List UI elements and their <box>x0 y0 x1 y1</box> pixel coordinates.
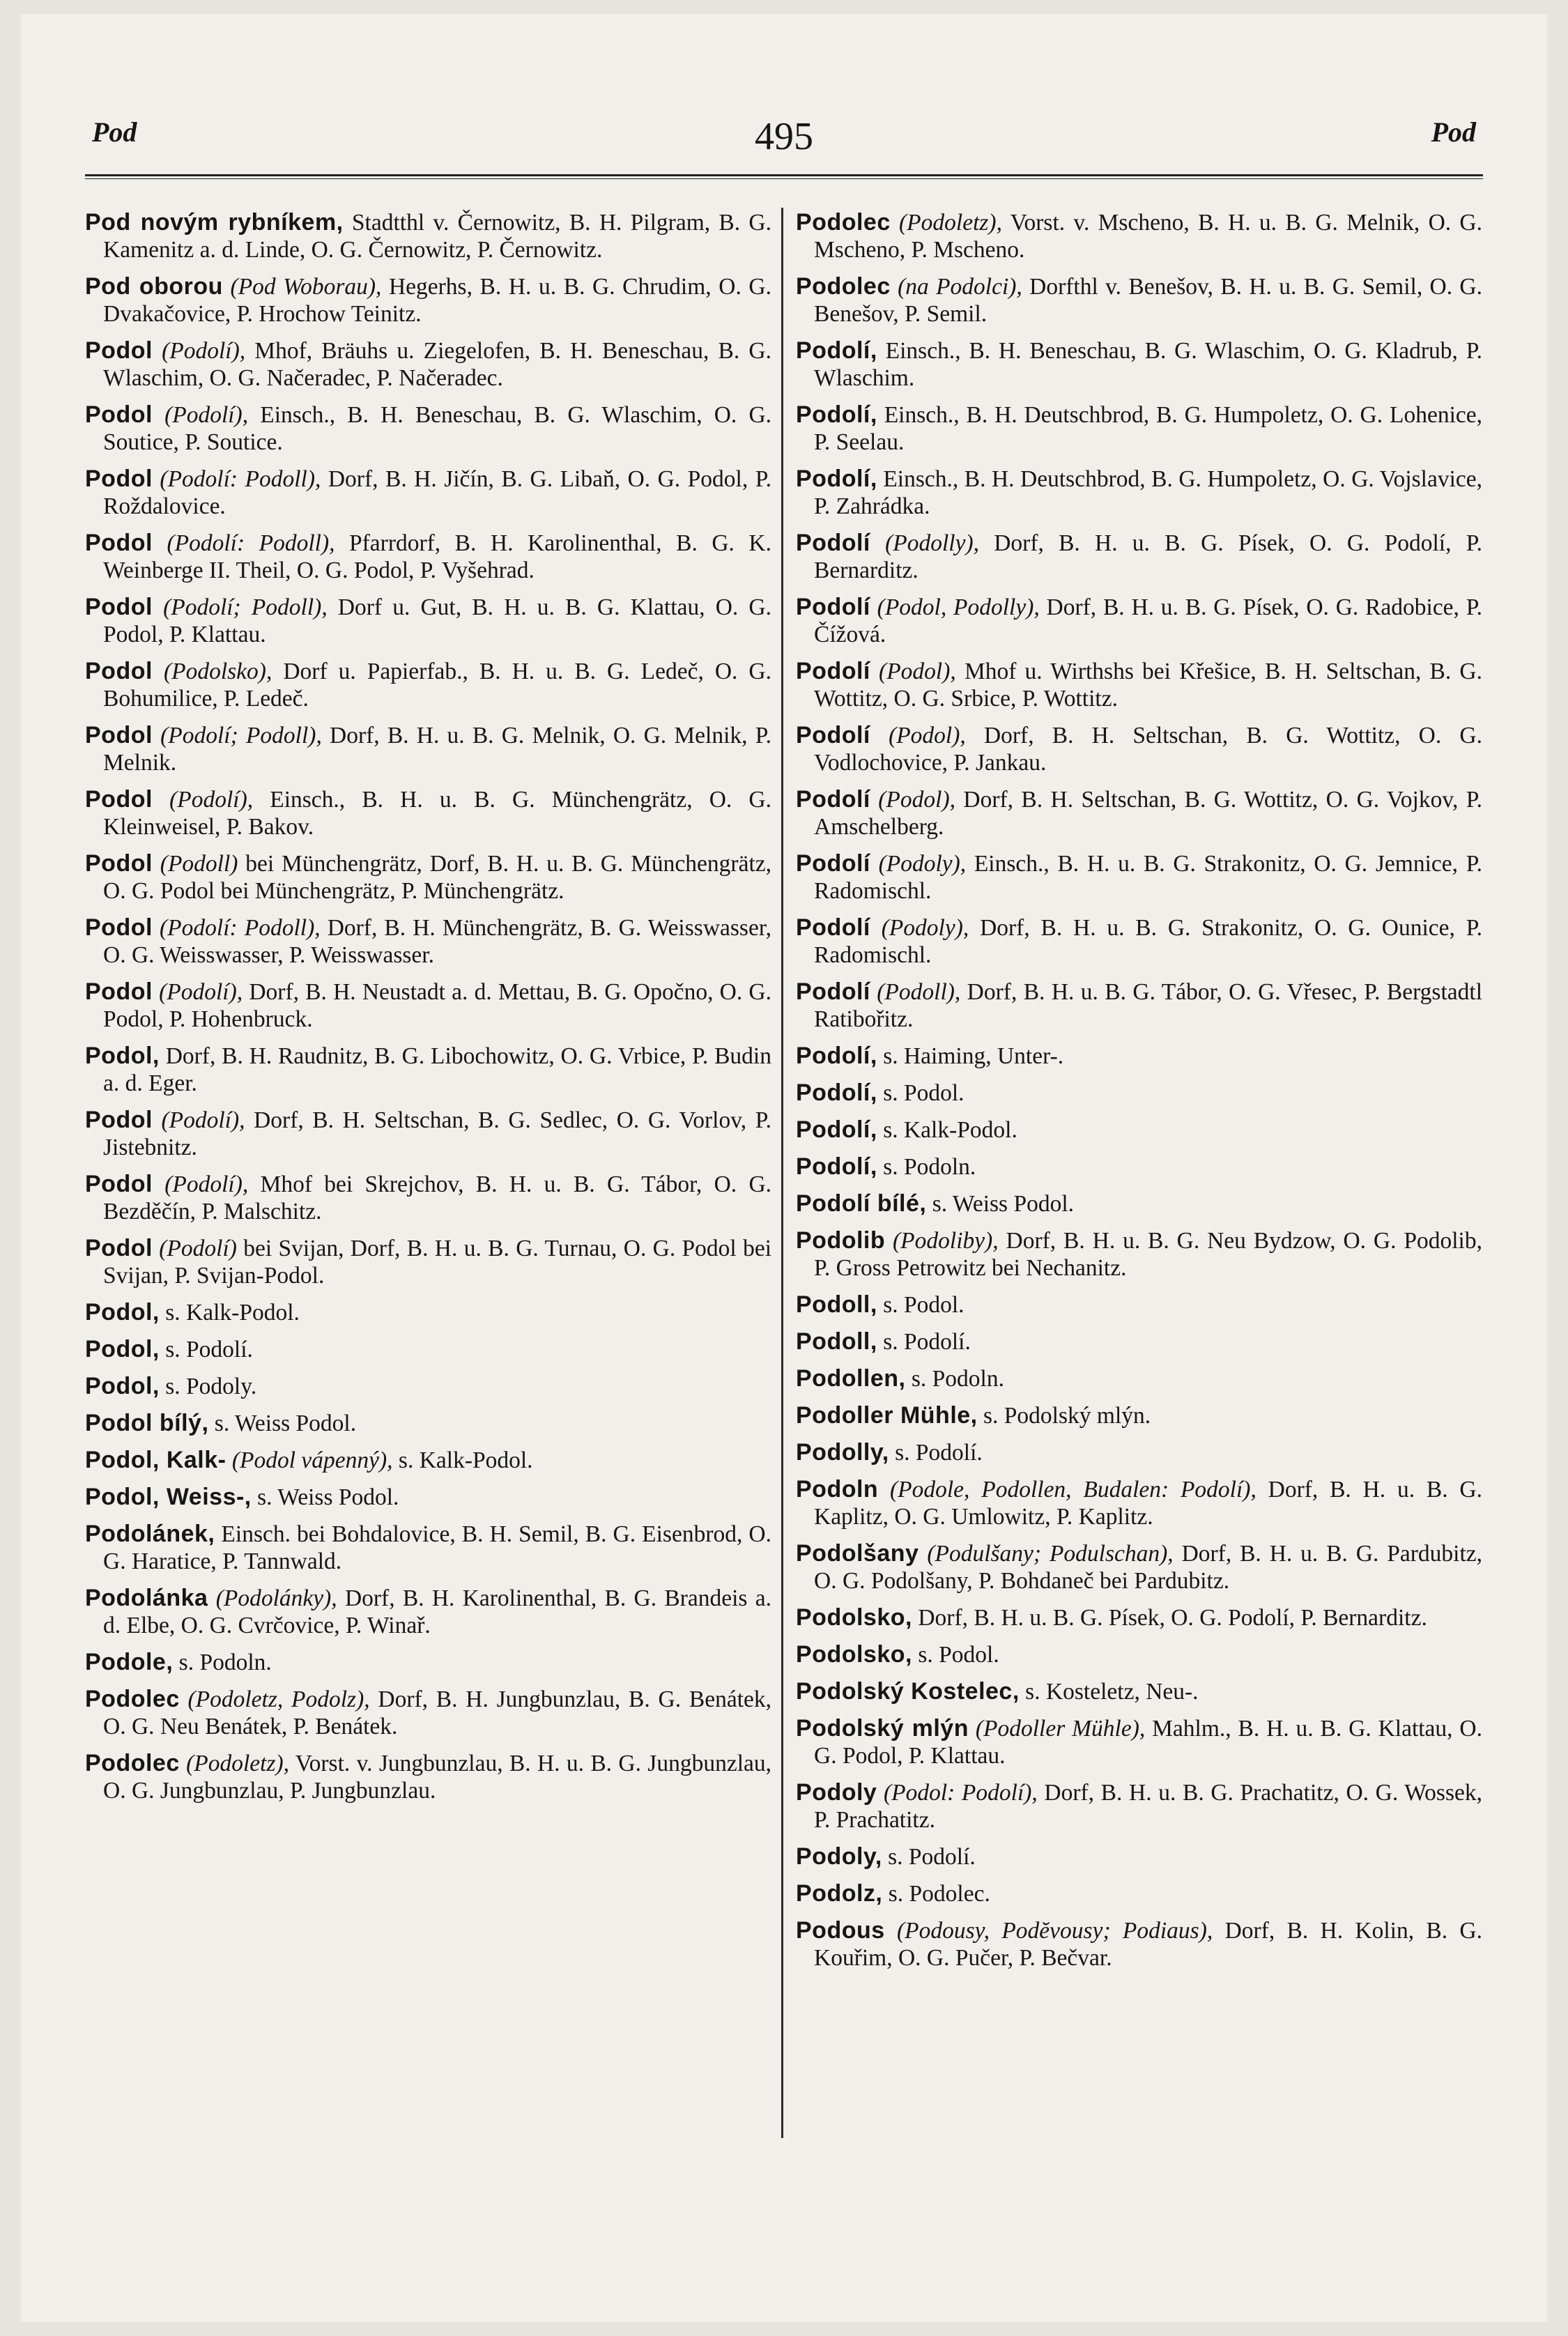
entry-text: s. Weiss Podol. <box>208 1411 357 1436</box>
gazetteer-entry <box>85 786 771 840</box>
entry-text: Dorf, B. H. Karolinenthal, B. G. Brandeis a. d. Elbe, O. G. Cvrčovice, P. Winař. <box>103 1585 771 1638</box>
gazetteer-entry <box>85 722 771 776</box>
entry-headword: Podol bílý, <box>85 1410 209 1436</box>
entry-headword: Podolí <box>796 722 870 748</box>
entry-headword: Podolánek, <box>85 1521 215 1547</box>
entry-alt-name: (Podolly), <box>870 530 979 556</box>
left-column <box>85 209 771 1814</box>
entry-headword: Podolí bílé, <box>796 1190 927 1217</box>
entry-alt-name: (Podoll) <box>152 851 238 877</box>
page-header <box>92 116 1476 166</box>
entry-headword: Podol, <box>85 1336 160 1362</box>
gazetteer-entry <box>85 1410 771 1437</box>
gazetteer-entry <box>796 850 1482 905</box>
gazetteer-entry <box>796 1227 1482 1282</box>
gazetteer-entry <box>796 1540 1482 1595</box>
page-number: 495 <box>755 115 813 158</box>
entry-alt-name: (Podol, Podolly), <box>870 594 1040 620</box>
entry-text: Mahlm., B. H. u. B. G. Klattau, O. G. Podol, P. Klattau. <box>814 1716 1482 1769</box>
entry-text: Dorf, B. H. u. B. G. Kaplitz, O. G. Umlowitz, P. Kaplitz. <box>814 1477 1482 1530</box>
entry-headword: Podolec <box>85 1686 180 1712</box>
entry-text: s. Kalk-Podol. <box>392 1447 533 1473</box>
gazetteer-entry <box>85 466 771 520</box>
entry-text: Einsch., B. H. Deutschbrod, B. G. Humpoletz, O. G. Lohenice, P. Seelau. <box>814 402 1482 455</box>
gazetteer-entry <box>796 466 1482 520</box>
entry-headword: Podolec <box>796 273 891 300</box>
entry-headword: Podolí <box>796 594 870 620</box>
entry-text: s. Podoln. <box>173 1650 272 1675</box>
entry-headword: Podoly <box>796 1779 877 1806</box>
entry-headword: Podolí <box>796 658 870 684</box>
entry-text: Mhof u. Wirthshs bei Křešice, B. H. Seltschan, B. G. Wottitz, O. G. Srbice, P. Wottitz. <box>814 659 1482 712</box>
gazetteer-entry <box>85 337 771 392</box>
entry-alt-name: (Podulšany; Podulschan), <box>918 1541 1174 1567</box>
entry-headword: Podolánka <box>85 1585 208 1611</box>
gazetteer-entry <box>796 1880 1482 1907</box>
entry-headword: Podol, Weiss-, <box>85 1484 252 1510</box>
entry-text: bei Svijan, Dorf, B. H. u. B. G. Turnau, O. G. Podol bei Svijan, P. Svijan-Podol. <box>103 1236 771 1289</box>
entry-headword: Podolí, <box>796 1079 877 1106</box>
entry-text: Dorf, B. H. u. B. G. Písek, O. G. Podolí, P. Bernarditz. <box>912 1605 1427 1631</box>
gazetteer-entry <box>85 1750 771 1804</box>
entry-headword: Podol <box>85 466 153 492</box>
right-column <box>796 209 1482 1981</box>
entry-headword: Podolský mlýn <box>796 1715 969 1742</box>
entry-alt-name: (Podolí: Podoll), <box>152 915 321 941</box>
entry-text: s. Podolí. <box>889 1440 983 1466</box>
entry-alt-name: (Podolí), <box>152 338 246 364</box>
entry-headword: Podol, <box>85 1043 160 1069</box>
entry-headword: Podol <box>85 1107 153 1133</box>
entry-text: Dorf, B. H. u. B. G. Písek, O. G. Podolí, P. Bernarditz. <box>814 530 1482 583</box>
entry-alt-name: (Podolí), <box>152 979 243 1005</box>
entry-text: Einsch., B. H. Beneschau, B. G. Wlaschim, O. G. Kladrub, P. Wlaschim. <box>814 338 1482 391</box>
entry-alt-name: (Podolí: Podoll), <box>152 466 321 492</box>
gazetteer-entry <box>796 1190 1482 1217</box>
entry-alt-name: (Podoll), <box>870 979 961 1005</box>
gazetteer-entry <box>796 1328 1482 1355</box>
entry-headword: Podolí <box>796 786 870 813</box>
entry-alt-name: (Podousy, Podĕvousy; Podiaus), <box>884 1918 1213 1944</box>
entry-headword: Podolí <box>796 914 870 941</box>
entry-headword: Podol, <box>85 1373 160 1399</box>
entry-headword: Podol <box>85 914 153 941</box>
gazetteer-entry <box>796 337 1482 392</box>
entry-text: s. Podol. <box>877 1292 964 1318</box>
entry-headword: Podolí <box>796 850 870 877</box>
entry-headword: Podolly, <box>796 1439 889 1466</box>
entry-alt-name: (Podoly), <box>870 851 967 877</box>
gazetteer-entry <box>796 1365 1482 1392</box>
gazetteer-entry <box>85 1521 771 1575</box>
entry-headword: Podolsko, <box>796 1641 912 1668</box>
entry-text: Dorf, B. H. Seltschan, B. G. Sedlec, O. G. Vorlov, P. Jistebnitz. <box>103 1107 772 1160</box>
gazetteer-entry <box>85 1585 771 1639</box>
gazetteer-entry <box>796 1291 1482 1319</box>
gazetteer-entry <box>85 1235 771 1289</box>
gazetteer-entry <box>85 914 771 969</box>
gazetteer-entry <box>796 914 1482 969</box>
entry-alt-name: (Podol), <box>870 723 966 748</box>
entry-text: Vorst. v. Jungbunzlau, B. H. u. B. G. Jungbunzlau, O. G. Jungbunzlau, P. Jungbunzlau. <box>103 1751 771 1804</box>
gazetteer-entry <box>796 786 1482 840</box>
entry-alt-name: (Podol), <box>870 787 955 813</box>
gazetteer-entry <box>796 1079 1482 1107</box>
entry-headword: Podoln <box>796 1476 879 1503</box>
entry-headword: Podol <box>85 658 153 684</box>
gazetteer-entry <box>796 273 1482 328</box>
gazetteer-entry <box>796 722 1482 776</box>
entry-text: Dorf, B. H. u. B. G. Tábor, O. G. Vřesec, P. Bergstadtl Ratibořitz. <box>814 979 1482 1032</box>
entry-headword: Podol <box>85 530 153 556</box>
gazetteer-entry <box>796 1917 1482 1972</box>
entry-text: s. Podolí. <box>159 1337 253 1362</box>
entry-headword: Pod oborou <box>85 273 223 300</box>
entry-text: Dorf, B. H. Jičín, B. G. Libaň, O. G. Podol, P. Roždalovice. <box>103 466 771 519</box>
gazetteer-entry <box>85 1649 771 1676</box>
gazetteer-entry <box>85 1043 771 1097</box>
gazetteer-entry <box>85 1171 771 1225</box>
entry-text: Dorf, B. H. u. B. G. Neu Bydzow, O. G. Podolib, P. Gross Petrowitz bei Nechanitz. <box>814 1228 1482 1281</box>
gazetteer-entry <box>85 1373 771 1400</box>
gazetteer-entry <box>796 1116 1482 1144</box>
entry-text: s. Podoln. <box>905 1366 1004 1392</box>
entry-text: s. Podol. <box>912 1642 999 1668</box>
entry-alt-name: (Podolí) <box>152 1236 237 1261</box>
entry-text: s. Podolí. <box>877 1329 971 1355</box>
entry-text: Dorf, B. H. u. B. G. Strakonitz, O. G. Ounice, P. Radomischl. <box>814 915 1482 968</box>
entry-alt-name: (Podole, Podollen, Budalen: Podolí), <box>878 1477 1256 1503</box>
gazetteer-entry <box>85 850 771 905</box>
entry-text: Dorf, B. H. Seltschan, B. G. Wottitz, O. G. Vodlochovice, P. Jankau. <box>814 723 1482 776</box>
entry-headword: Podol <box>85 850 153 877</box>
entry-headword: Podol, <box>85 1299 160 1325</box>
gazetteer-entry <box>85 658 771 712</box>
gazetteer-entry <box>85 1299 771 1326</box>
entry-headword: Podoller Mühle, <box>796 1402 978 1429</box>
running-head-left: Pod <box>92 116 137 148</box>
entry-alt-name: (Podolsko), <box>152 659 272 684</box>
entry-headword: Podolsko, <box>796 1604 912 1631</box>
entry-text: Einsch., B. H. u. B. G. Strakonitz, O. G. Jemnice, P. Radomischl. <box>814 851 1482 904</box>
gazetteer-entry <box>85 530 771 584</box>
entry-alt-name: (Pod Woborau), <box>222 274 382 300</box>
entry-alt-name: (Podoly), <box>870 915 969 941</box>
gazetteer-entry <box>85 401 771 456</box>
gazetteer-entry <box>85 1447 771 1474</box>
entry-text: s. Kalk-Podol. <box>159 1300 300 1325</box>
entry-alt-name: (Podolí), <box>152 1107 245 1133</box>
entry-alt-name: (Podolí), <box>152 1171 249 1197</box>
entry-text: Dorf, B. H. u. B. G. Písek, O. G. Radobice, P. Čížová. <box>814 594 1483 647</box>
entry-text: Mhof, Bräuhs u. Ziegelofen, B. H. Beneschau, B. G. Wlaschim, O. G. Načeradec, P. Načeradec. <box>103 338 771 391</box>
entry-text: s. Kosteletz, Neu-. <box>1019 1679 1199 1705</box>
entry-headword: Pod novým rybníkem, <box>85 209 344 236</box>
entry-headword: Podoly, <box>796 1843 882 1870</box>
entry-headword: Podolí, <box>796 1043 877 1069</box>
entry-headword: Podolí, <box>796 401 877 428</box>
entry-headword: Podol <box>85 978 153 1005</box>
entry-text: Dorf, B. H. u. B. G. Prachatitz, O. G. Wossek, P. Prachatitz. <box>814 1780 1482 1833</box>
gazetteer-entry <box>85 1686 771 1740</box>
entry-headword: Podol <box>85 1171 153 1197</box>
entry-headword: Podole, <box>85 1649 174 1675</box>
entry-headword: Podoll, <box>796 1291 877 1318</box>
entry-alt-name: (Podoletz), <box>179 1751 290 1776</box>
entry-text: s. Podolský mlýn. <box>977 1403 1151 1429</box>
entry-headword: Podolz, <box>796 1880 883 1907</box>
entry-headword: Podolí, <box>796 337 877 364</box>
gazetteer-entry <box>796 1402 1482 1429</box>
gazetteer-entry <box>85 1107 771 1161</box>
running-head-right: Pod <box>1431 116 1476 148</box>
header-rule <box>85 174 1483 179</box>
entry-headword: Podol <box>85 337 153 364</box>
entry-headword: Podol, Kalk- <box>85 1447 226 1473</box>
entry-text: Dorf, B. H. Raudnitz, B. G. Libochowitz, O. G. Vrbice, P. Budin a. d. Eger. <box>103 1043 771 1096</box>
entry-text: s. Weiss Podol. <box>251 1484 399 1510</box>
entry-text: Einsch. bei Bohdalovice, B. H. Semil, B. G. Eisenbrod, O. G. Haratice, P. Tannwald. <box>103 1521 771 1574</box>
entry-alt-name: (Podol: Podolí), <box>877 1780 1038 1806</box>
entry-text: s. Kalk-Podol. <box>877 1117 1017 1143</box>
entry-text: Mhof bei Skrejchov, B. H. u. B. G. Tábor, O. G. Bezděčín, P. Malschitz. <box>103 1171 772 1224</box>
gazetteer-entry <box>796 401 1482 456</box>
entry-headword: Podoll, <box>796 1328 877 1355</box>
column-divider <box>781 208 783 2138</box>
entry-headword: Podolec <box>796 209 891 236</box>
entry-headword: Podolí, <box>796 466 877 492</box>
gazetteer-entry <box>85 209 771 263</box>
entry-headword: Podolský Kostelec, <box>796 1678 1020 1705</box>
entry-headword: Podol <box>85 722 153 748</box>
entry-text: s. Podol. <box>877 1080 964 1106</box>
entry-headword: Podolí <box>796 530 870 556</box>
gazetteer-entry <box>796 978 1482 1033</box>
gazetteer-entry <box>796 1604 1482 1631</box>
entry-headword: Podol <box>85 401 153 428</box>
entry-headword: Podous <box>796 1917 885 1944</box>
entry-text: Pfarrdorf, B. H. Karolinenthal, B. G. K. Weinberge II. Theil, O. G. Podol, P. Vyšehrad. <box>103 530 771 583</box>
gazetteer-entry <box>796 1476 1482 1530</box>
entry-text: s. Haiming, Unter-. <box>877 1043 1064 1069</box>
entry-alt-name: (Podolí; Podoll), <box>152 723 322 748</box>
entry-headword: Podolí, <box>796 1153 877 1180</box>
gazetteer-entry <box>796 209 1482 263</box>
entry-alt-name: (Podol), <box>870 659 956 684</box>
entry-text: Dorf, B. H. u. B. G. Pardubitz, O. G. Podolšany, P. Bohdaneč bei Pardubitz. <box>814 1541 1482 1594</box>
entry-alt-name: (Podolí; Podoll), <box>152 594 328 620</box>
entry-headword: Podol <box>85 1235 153 1261</box>
entry-text: s. Podoly. <box>159 1374 257 1399</box>
entry-text: s. Weiss Podol. <box>926 1191 1075 1217</box>
gazetteer-entry <box>796 1043 1482 1070</box>
entry-text: Dorf u. Gut, B. H. u. B. G. Klattau, O. G. Podol, P. Klattau. <box>103 594 771 647</box>
entry-headword: Podollen, <box>796 1365 906 1392</box>
entry-headword: Podolšany <box>796 1540 919 1567</box>
gazetteer-entry <box>796 1439 1482 1466</box>
entry-text: s. Podolec. <box>882 1881 990 1907</box>
entry-text: Einsch., B. H. Beneschau, B. G. Wlaschim, O. G. Soutice, P. Soutice. <box>103 402 772 455</box>
entry-headword: Podol <box>85 594 153 620</box>
entry-text: Dorf, B. H. Neustadt a. d. Mettau, B. G. Opočno, O. G. Podol, P. Hohenbruck. <box>103 979 771 1032</box>
entry-text: s. Podoln. <box>877 1154 976 1180</box>
gazetteer-entry <box>796 1715 1482 1769</box>
entry-headword: Podol <box>85 786 153 813</box>
entry-headword: Podolib <box>796 1227 886 1254</box>
entry-text: Dorf, B. H. Jungbunzlau, B. G. Benátek, O. G. Neu Benátek, P. Benátek. <box>103 1686 771 1739</box>
entry-alt-name: (Podolí), <box>152 402 249 428</box>
entry-text: Stadtthl v. Černowitz, B. H. Pilgram, B. G. Kamenitz a. d. Linde, O. G. Černowitz, P. Černowitz. <box>103 210 771 263</box>
entry-headword: Podolec <box>85 1750 180 1776</box>
entry-text: Einsch., B. H. Deutschbrod, B. G. Humpoletz, O. G. Vojslavice, P. Zahrádka. <box>814 466 1482 519</box>
gazetteer-entry <box>85 978 771 1033</box>
entry-text: Dorf, B. H. Kolin, B. G. Kouřim, O. G. Pučer, P. Bečvar. <box>814 1918 1483 1971</box>
entry-text: Dorf, B. H. Seltschan, B. G. Wottitz, O. G. Vojkov, P. Amschelberg. <box>814 787 1482 840</box>
gazetteer-entry <box>796 1153 1482 1181</box>
entry-alt-name: (Podoller Mühle), <box>968 1716 1146 1742</box>
entry-alt-name: (na Podolci), <box>890 274 1022 300</box>
gazetteer-entry <box>796 1779 1482 1834</box>
gazetteer-entry <box>796 530 1482 584</box>
gazetteer-entry <box>85 1484 771 1511</box>
entry-text: Dorfthl v. Benešov, B. H. u. B. G. Semil, O. G. Benešov, P. Semil. <box>814 274 1482 327</box>
entry-alt-name: (Podoliby), <box>885 1228 999 1254</box>
entry-text: Dorf u. Papierfab., B. H. u. B. G. Ledeč, O. G. Bohumilice, P. Ledeč. <box>103 659 772 712</box>
entry-text: Dorf, B. H. Münchengrätz, B. G. Weisswasser, O. G. Weisswasser, P. Weisswasser. <box>103 915 772 968</box>
gazetteer-entry <box>796 1843 1482 1870</box>
entry-text: bei Münchengrätz, Dorf, B. H. u. B. G. Münchengrätz, O. G. Podol bei Münchengrätz, P. Münchengrätz. <box>103 851 772 904</box>
gazetteer-entry <box>796 658 1482 712</box>
gazetteer-entry <box>85 273 771 328</box>
entry-alt-name: (Podoletz, Podolz), <box>179 1686 370 1712</box>
entry-alt-name: (Podoletz), <box>890 210 1002 236</box>
gazetteer-entry <box>796 1678 1482 1705</box>
entry-text: Dorf, B. H. u. B. G. Melnik, O. G. Melnik, P. Melnik. <box>103 723 771 776</box>
entry-alt-name: (Podolí: Podoll), <box>152 530 335 556</box>
gazetteer-entry <box>85 594 771 648</box>
gazetteer-entry <box>796 1641 1482 1668</box>
entry-text: Vorst. v. Mscheno, B. H. u. B. G. Melnik, O. G. Mscheno, P. Mscheno. <box>814 210 1482 263</box>
entry-text: Hegerhs, B. H. u. B. G. Chrudim, O. G. Dvakačovice, P. Hrochow Teinitz. <box>103 274 771 327</box>
entry-text: s. Podolí. <box>882 1844 976 1870</box>
entry-headword: Podolí, <box>796 1116 877 1143</box>
entry-alt-name: (Podol vápenný), <box>226 1447 393 1473</box>
gazetteer-entry <box>85 1336 771 1363</box>
gazetteer-entry <box>796 594 1482 648</box>
entry-headword: Podolí <box>796 978 870 1005</box>
entry-alt-name: (Podolánky), <box>208 1585 337 1611</box>
entry-alt-name: (Podolí), <box>152 787 254 813</box>
entry-text: Einsch., B. H. u. B. G. Münchengrätz, O. G. Kleinweisel, P. Bakov. <box>103 787 771 840</box>
